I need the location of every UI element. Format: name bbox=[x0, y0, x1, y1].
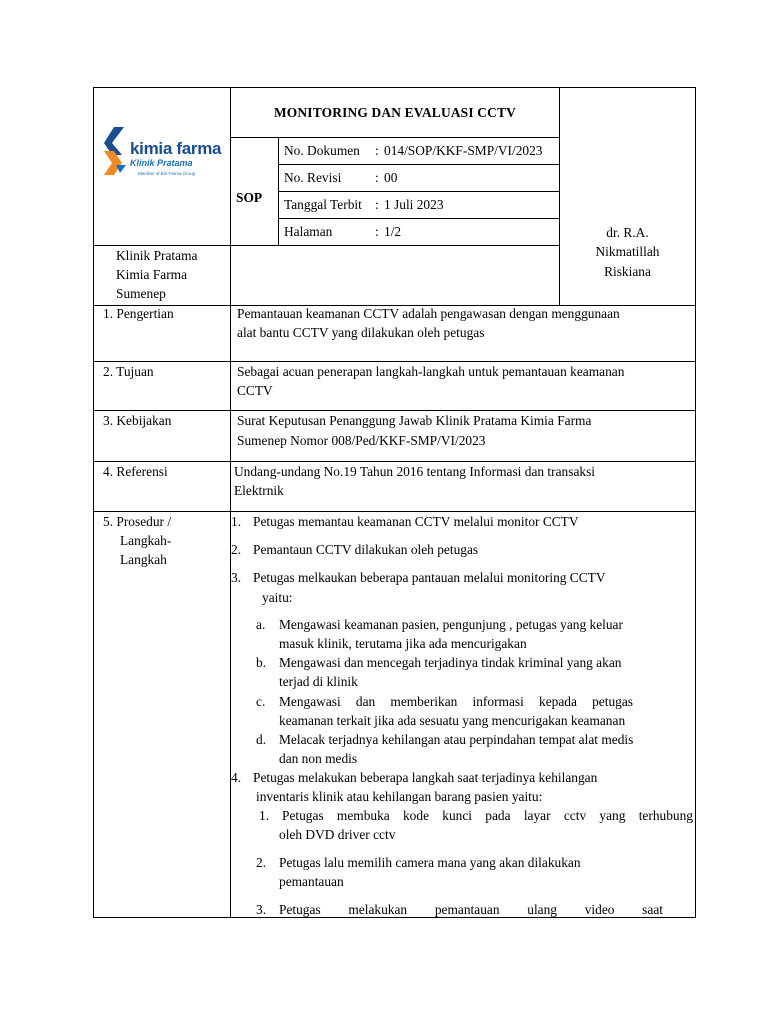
row-text-line: Elektrnik bbox=[234, 483, 284, 498]
table-border-top bbox=[93, 87, 696, 88]
row-text-line: Sumenep Nomor 008/Ped/KKF-SMP/VI/2023 bbox=[237, 433, 486, 448]
substep-text: Petugas melakukan pemantauan ulang video saat bbox=[279, 902, 663, 917]
substep-text: Mengawasi dan memberikan informasi kepada petugas bbox=[279, 694, 633, 709]
step-text: Petugas melakukan beberapa langkah saat terjadinya kehilangan bbox=[253, 770, 598, 785]
signatory-line: Nikmatillah bbox=[595, 244, 660, 259]
substep-number: 3. bbox=[256, 902, 267, 917]
doc-field-label: Tanggal Terbit bbox=[284, 197, 362, 212]
row-label-pengertian: 1. Pengertian bbox=[103, 306, 174, 321]
substep-text: keamanan terkait jika ada sesuatu yang mencurigakan keamanan bbox=[279, 713, 626, 728]
logo-brand: kimia farma bbox=[130, 139, 222, 158]
row-label-tujuan: 2. Tujuan bbox=[103, 364, 154, 379]
doc-field-label: Halaman bbox=[284, 224, 333, 239]
clinic-name-line: Sumenep bbox=[116, 286, 166, 301]
step-text: inventaris klinik atau kehilangan barang pasien yaitu: bbox=[256, 789, 543, 804]
row-label-referensi: 4. Referensi bbox=[103, 464, 168, 479]
clinic-name-line: Klinik Pratama bbox=[116, 248, 198, 263]
divider bbox=[230, 305, 231, 918]
substep-text: Petugas lalu memilih camera mana yang akan dilakukan bbox=[279, 855, 581, 870]
row-text-line: alat bantu CCTV yang dilakukan oleh petugas bbox=[237, 325, 485, 340]
row-text-line: Pemantauan keamanan CCTV adalah pengawasan dengan menggunaan bbox=[237, 306, 620, 321]
substep-text: oleh DVD driver cctv bbox=[279, 827, 396, 842]
substep-text: pemantauan bbox=[279, 874, 344, 889]
row-label-prosedur: Langkah- bbox=[120, 533, 172, 548]
row-label-kebijakan: 3. Kebijakan bbox=[103, 413, 172, 428]
step-number: 4. bbox=[231, 770, 242, 785]
step-number: 1. bbox=[231, 514, 242, 529]
doc-field-sep: : bbox=[375, 224, 379, 239]
logo-member: Member of Bio Farma Group bbox=[138, 171, 196, 176]
substep-letter: b. bbox=[256, 655, 267, 670]
doc-field-value: 1 Juli 2023 bbox=[384, 197, 444, 212]
doc-field-label: No. Dokumen bbox=[284, 143, 360, 158]
step-number: 3. bbox=[231, 570, 242, 585]
divider bbox=[278, 191, 560, 192]
kimia-farma-logo bbox=[100, 125, 230, 185]
substep-letter: a. bbox=[256, 617, 266, 632]
step-text: yaitu: bbox=[262, 590, 293, 605]
table-border-left bbox=[93, 87, 94, 918]
logo-subtitle: Klinik Pratama bbox=[130, 158, 193, 168]
doc-field-value: 014/SOP/KKF-SMP/VI/2023 bbox=[384, 143, 543, 158]
doc-field-sep: : bbox=[375, 143, 379, 158]
doc-field-sep: : bbox=[375, 170, 379, 185]
row-text-line: Sebagai acuan penerapan langkah-langkah untuk pemantauan keamanan bbox=[237, 364, 625, 379]
doc-field-sep: : bbox=[375, 197, 379, 212]
table-border-right bbox=[695, 87, 696, 918]
document-title: MONITORING DAN EVALUASI CCTV bbox=[273, 105, 517, 120]
clinic-name-line: Kimia Farma bbox=[116, 267, 188, 282]
substep-text: Mengawasi keamanan pasien, pengunjung , petugas yang keluar bbox=[279, 617, 623, 632]
divider bbox=[230, 137, 560, 138]
doc-field-value: 00 bbox=[384, 170, 398, 185]
row-text-line: Surat Keputusan Penanggung Jawab Klinik Pratama Kimia Farma bbox=[237, 413, 592, 428]
substep-text: Mengawasi dan mencegah terjadinya tindak kriminal yang akan bbox=[279, 655, 622, 670]
logo-mark-icon bbox=[100, 125, 130, 185]
step-text: Petugas memantau keamanan CCTV melalui monitor CCTV bbox=[253, 514, 579, 529]
substep-letter: c. bbox=[256, 694, 266, 709]
row-text-line: Undang-undang No.19 Tahun 2016 tentang Informasi dan transaksi bbox=[234, 464, 596, 479]
divider bbox=[278, 164, 560, 165]
substep-letter: d. bbox=[256, 732, 267, 747]
substep-text: terjad di klinik bbox=[279, 674, 358, 689]
doc-field-label: No. Revisi bbox=[284, 170, 342, 185]
doc-field-value: 1/2 bbox=[384, 224, 402, 239]
row-text-line: CCTV bbox=[237, 383, 273, 398]
step-text: Pemantaun CCTV dilakukan oleh petugas bbox=[253, 542, 479, 557]
signatory-line: dr. R.A. bbox=[606, 225, 649, 240]
substep-number: 2. bbox=[256, 855, 267, 870]
signatory-line: Riskiana bbox=[604, 264, 651, 279]
substep-text: Melacak terjadnya kehilangan atau perpindahan tempat alat medis bbox=[279, 732, 634, 747]
row-label-prosedur: 5. Prosedur / bbox=[103, 514, 172, 529]
substep-text: masuk klinik, terutama jika ada mencurigakan bbox=[279, 636, 527, 651]
substep-text: Petugas membuka kode kunci pada layar cctv yang terhubung bbox=[282, 808, 693, 823]
substep-text: dan non medis bbox=[279, 751, 358, 766]
row-label-prosedur: Langkah bbox=[120, 552, 167, 567]
step-number: 2. bbox=[231, 542, 242, 557]
sop-label: SOP bbox=[236, 190, 263, 205]
divider bbox=[278, 218, 560, 219]
step-text: Petugas melkaukan beberapa pantauan melalui monitoring CCTV bbox=[253, 570, 606, 585]
substep-number: 1. bbox=[259, 808, 270, 823]
